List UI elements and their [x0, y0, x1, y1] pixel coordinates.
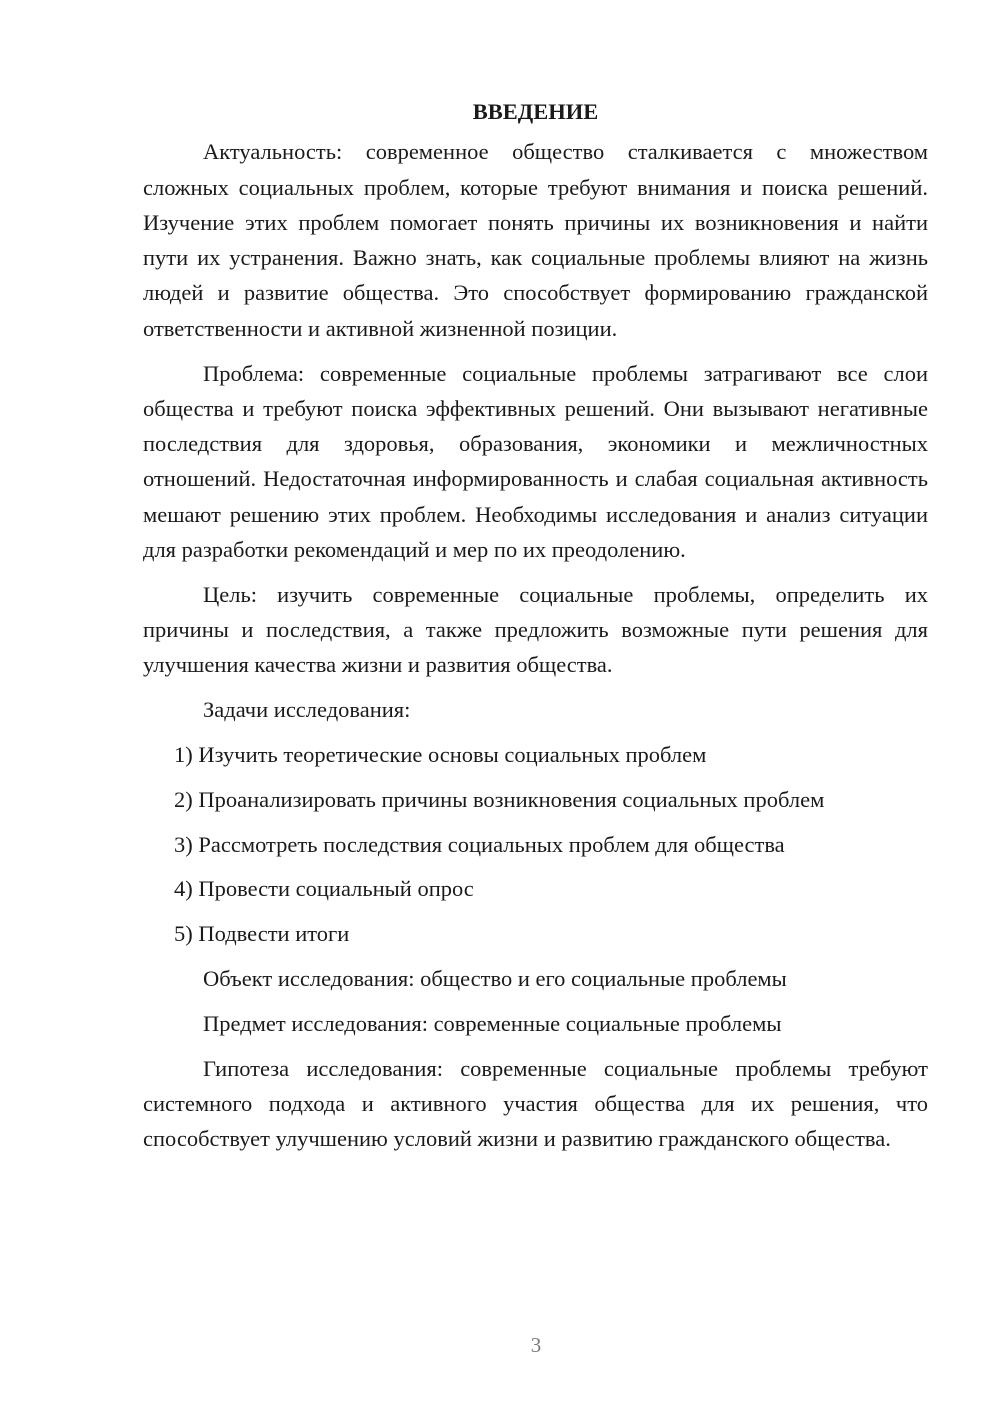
tasks-heading: Задачи исследования: [203, 697, 411, 723]
subject-line: Предмет исследования: современные социальные проблемы [203, 1010, 782, 1036]
page-number: 3 [530, 1333, 542, 1357]
goal-paragraph: Цель: изучить современные социальные проблемы, определить их причины и последствия, а также предложить возможные пути решения для улучшения качества жизни и развития общества. [143, 581, 928, 678]
list-item: 5) Подвести итоги [174, 921, 350, 947]
page-content [143, 94, 928, 1166]
list-item: 4) Провести социальный опрос [174, 876, 474, 902]
section-title: ВВЕДЕНИЕ [472, 99, 599, 124]
relevance-paragraph: Актуальность: современное общество сталкивается с множеством сложных социальных проблем, которые требуют внимания и поиска решений. Изучение этих проблем помогает понять причины их возникновения и найти пути их устранения. Важно знать, как социальные проблемы влияют на жизнь людей и развитие общества. Это способствует формированию гражданской ответственности и активной жизненной позиции. [143, 139, 928, 341]
problem-paragraph: Проблема: современные социальные проблемы затрагивают все слои общества и требуют поиска эффективных решений. Они вызывают негативные последствия для здоровья, образования, экономики и межличностных отношений. Недостаточная информированность и слабая социальная активность мешают решению этих проблем. Необходимы исследования и анализ ситуации для разработки рекомендаций и мер по их преодолению. [143, 360, 928, 563]
hypothesis-paragraph: Гипотеза исследования: современные социальные проблемы требуют системного подхода и активного участия общества для их решения, что способствует улучшению условий жизни и развитию гражданского общества. [143, 1055, 928, 1152]
list-item: 3) Рассмотреть последствия социальных проблем для общества [174, 831, 785, 857]
list-item: 2) Проанализировать причины возникновения социальных проблем [174, 786, 825, 812]
object-line: Объект исследования: общество и его социальные проблемы [203, 966, 787, 992]
tasks-list [143, 737, 928, 951]
list-item: 1) Изучить теоретические основы социальных проблем [174, 742, 707, 768]
